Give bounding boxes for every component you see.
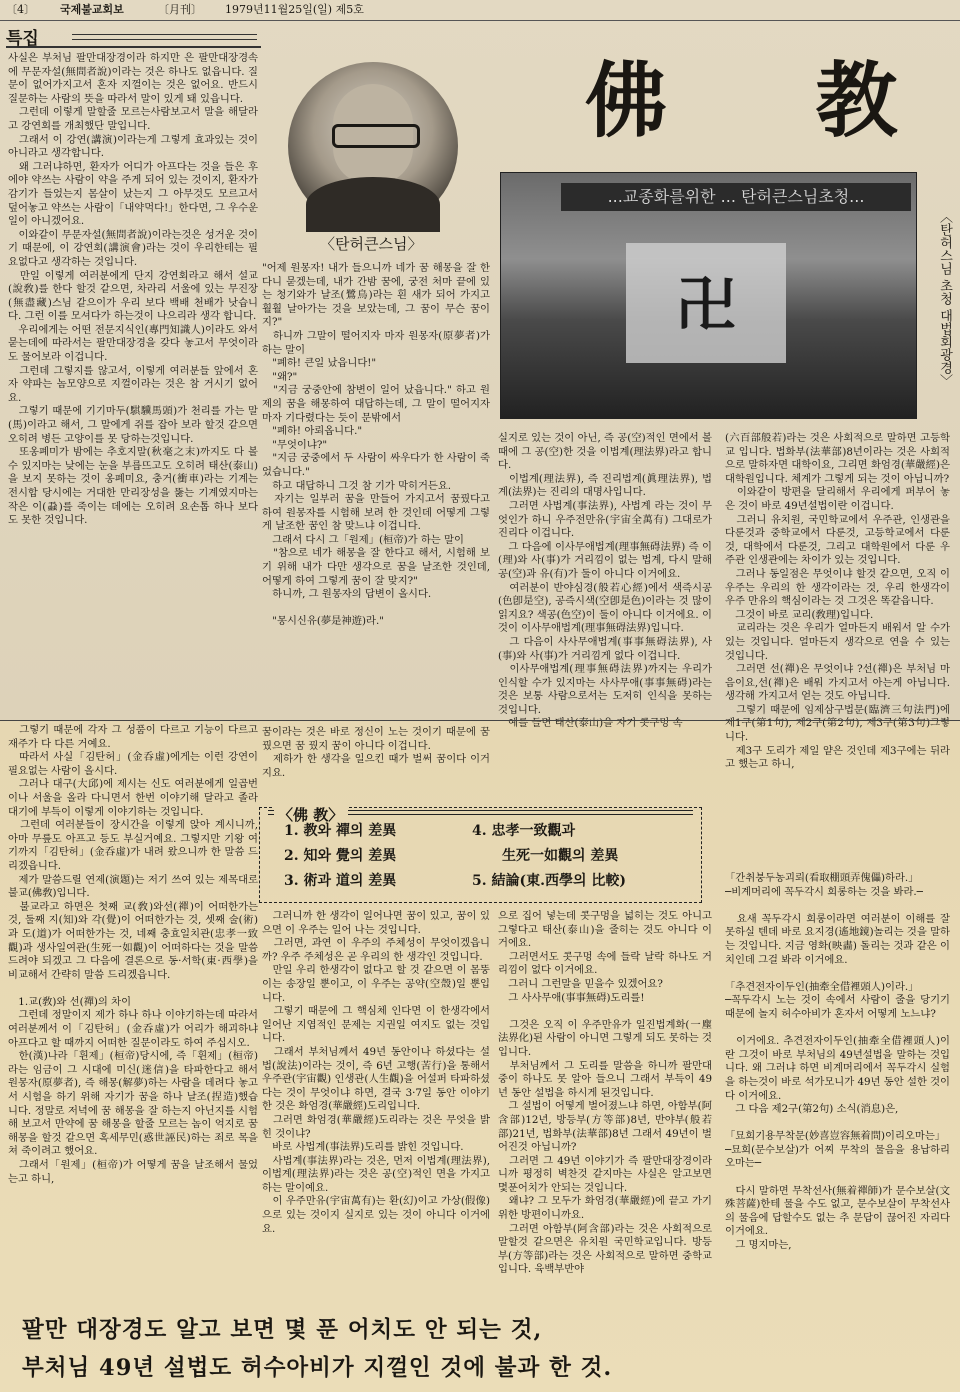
page-number: 〔4〕 <box>6 3 35 16</box>
box-rule-right <box>348 810 693 815</box>
table-of-contents-box <box>259 807 702 903</box>
toc-item: 3. 術과 道의 差異 <box>284 873 397 889</box>
article-title: 佛 教 <box>585 53 958 149</box>
photo-banner-text: ...교종화를위한 ... 탄허큰스님초청... <box>561 183 911 211</box>
section-label-text: 특집 <box>6 29 39 49</box>
toc-item: 4. 忠孝一致觀과 <box>472 823 576 839</box>
column-2-bottom: 꿈이라는 것은 바로 정신이 노는 것이기 때문에 꿈 꿨으면 꿈 꿨지 꿈이 아니다 이겁니다. 제하가 한 생각을 일으킨 때가 벌써 꿈이다 이거지요. <box>262 726 490 779</box>
column-4-bottom: 「간취붕두농괴뢰(看取棚頭弄傀儡)하라.」 ─비계머리에 꼭두각시 희롱하는 것을 봐라.─ 요새 꼭두각시 희롱이라면 여러분이 이해를 잘 못하실 텐데 바로 요지경(遙地鏡)놀리는 것을 말하는 것입니다. 지금 영화(映畵) 돌리는 것과 같은 이치인데 그걸 봐라 이거에요. 「추견전자이두인(抽牽全借裡頭人)이라.」 ─꼭두각시 노는 것이 속에서 사람이 줄을 당기기 때문에 놀지 허수아비가 혼자서 어떻게 노느냐? 이거에요. 추견전자이두인(抽牽全借裡頭人)이란 그것이 바로 부처님의 49년설법을 말하는 것입니다. 왜 그러냐 하면 비계머리에서 꼭두각시 실험을 하는것이 바로 석가모니가 49년 동안 설한 것이다 이거에요. 그 다음 제2구(第2句) 소식(消息)은, 「묘희기용무착문(妙喜豈容無着問)이리오마는」 ─묘희(문수보살)가 어찌 무착의 물음을 용납하리오마는─ 다시 말하면 무착선사(無着禪師)가 문수보살(文殊菩薩)한테 물을 수도 없고, 문수보살이 무착선사의 물음에 답할수도 없는 추 문답이 끊어진 자리다 이거에요. 그 명지마는, <box>725 872 950 1252</box>
headline-line-2: 부처님 49년 설법도 허수아비가 지껄인 것에 불과 한 것. <box>22 1355 613 1381</box>
column-3-lower: 으로 집어 넣는데 콧구멍을 넓히는 것도 아니고 그렇다고 태산(泰山)을 줄히는 것도 아니다 이거에요. 그러면서도 콧구멍 속에 들락 날락 하나도 거리낌이 없다 이거에요. 그러니 그런말을 믿을수 있겠어요? 그 사사무애(事事無碍)도리를! 그것은 오직 이 우주만유가 일진법계화(一塵法界化)된 사람이 아니면 그렇게 되도 못하는 것입니다. 부처님께서 그 도리를 말씀을 하니까 팔만대중이 하나도 못 알아 들으니 그래서 부득이 49년 동안 설법을 하시게 된것입니다. 그 설법이 어떻게 벌어졌느냐 하면, 아함부(阿含部)12년, 방등부(方等部)8년, 반야부(般若部)21년, 법화부(法華部)8년 그래서 49년이 벌어진것 아닙니까? 그러면 그 49년 이야기가 즉 팔만대장경이라니까 평정히 벽찬것 같지마는 사실은 알고보면 몇푼어치가 안되는 것입니다. 왜냐? 그 모두가 화엄경(華嚴經)에 끝고 가기위한 방편이니까요. 그러면 아함부(阿含部)라는 것은 사회적으로 말할것 같으면은 유치원 국민학교입니다. 방등부(方等部)라는 것은 사회적으로 말하면 중학교입니다. 육백부반야 <box>498 910 712 1276</box>
section-label <box>6 24 261 48</box>
column-3-top: 실지로 있는 것이 아닌, 즉 공(空)적인 면에서 볼때에 그 공(空)한 것을 이법계(理法界)라고 합니다. 이법계(理法界), 즉 진리법계(眞理法界), 법계(法界)는 진리의 대명사입니다. 그러면 사법계(事法界), 사법계 라는 것이 무엇인가 하니 우주전만유(宇宙全萬有) 그대로가 진리다 이겁니다. 그 다음에 이사무애법계(理事無碍法界) 즉 이(理)와 사(事)가 거리낌이 없는 법계, 다시 말해 공(空)과 유(有)가 둘이 아니다 이거에요. 여러분이 반야심경(般若心經)에서 색즉시공(色卽是空), 공즉시색(空卽是色)이라는 것 많이 읽지요? 색공(色空)이 둘이 아니다 이거에요. 이것이 이사무애법계(理事無碍法界)입니다. 그 다음이 사사무애법계(事事無碍法界), 사(事)와 사(事)가 거리낌게 없다 이겁니다. 이사무애법계(理事無碍法界)까지는 우리가 인식할 수가 있지마는 사사무애(事事無碍)라는 것은 보통 사람으로서는 도저히 인식을 못하는 것입니다. 예를 들면 태산(泰山)을 자기 콧구멍 속 <box>498 432 712 730</box>
fold-line <box>0 720 960 721</box>
column-2-top: "어제 원몽자! 내가 들으니까 네가 꿈 해몽을 잘 한다니 묻겠는데, 내가 간밤 꿈에, 궁전 처마 끝에 있는 청기와가 날조(鷺鳥)라는 흰 새가 되어 가지고 훨훨 날아가는 것을 보았는데, 그 꿈이 무슨 꿈이지?" 하니까 그말이 떨어지자 마자 원몽자(原夢者)가 하는 말이 "폐하! 큰일 났읍니다!" "왜?" "지금 궁중안에 참변이 일어 났읍니다." 하고 원제의 꿈을 해몽하여 대답하는데, 그 말이 떨어지자 마자 기다렸다는 듯이 문밖에서 "폐하! 아뢰옵니다." "무엇이냐?" "지금 궁중에서 두 사람이 싸우다가 한 사람이 죽었습니다." 하고 대답하니 그것 참 기가 막히거든요. 자기는 일부러 꿈을 만들어 가지고서 꿈꿨다고 하여 원몽자를 시험해 보려 한 것인데 어떻게 그렇게 날조한 꿈인 참 맞느냐 이겁니다. 그래서 다시 그「원제」(桓帝)가 하는 말이 "참으로 네가 해몽을 잘 한다고 해서, 시험해 보기 위해 내가 다만 생각으로 꿈을 날조한 것인데, 어떻게 하여 그렇게 꿈이 잘 맞지?" 하니까, 그 원몽자의 답변이 올시다. "몽시신유(夢是神遊)라." <box>262 262 490 628</box>
column-1-top: 사실은 부처님 팔만대장경이라 하지만 은 팔만대장경속에 무문자설(無問者說)이라는 것은 하나도 없읍니다. 질문이 없어가지고서 혼자 지껄이는 것은 없어요. 반드시 질문하는 사람의 뜻을 따라서 말이 있게 돼 있읍니다. 그런데 이렇게 말할줄 모르는사람보고서 말을 해달라고 강연회를 개최했단 말입니다. 그래서 이 강연(講演)이라는게 그렇게 효과있는 것이 아니라고 생각합니다. 왜 그러냐하면, 환자가 어디가 아프다는 것을 들은 후에야 약쓰는 사람이 약을 주게 되어 있는 것이지, 환자가 감기가 들었는지 몸살이 났는지 그 아무것도 모르고서 덮어놓고 약쓰는 사람이「내약먹다!」한다면, 그 우수운 일이 아니겠어요. 이와같이 무문자설(無問者說)이라는것은 성거운 것이기 때문에, 이 강연회(講演會)라는 것이 우리한테는 필요없다고 생각하는 것입니다. 만일 이렇게 여러분에게 단지 강연회라고 해서 설교(說敎)를 한다 할것 같으면, 차라리 서울에 있는 무진장(無盡藏)스님 같으이가 우리 보다 백배 천배가 낫습니다. 그런 이를 모셔다가 하는것이 나으리라 생각 합니다. 우리에게는 어떤 전문지식인(專門知識人)이라도 와서 묻는데에 따라서는 팔만대장경을 갖다 놓고서 무엇이라도 물어보라 이겁니다. 그런데 그렇지를 않고서, 이렇게 여러분들 앞에서 혼자 약파는 놈모양으로 지껄이라는 것은 참 거시기 없어요. 그렇기 때문에 기기마두(騏驥馬頭)가 천리를 가는 말(馬)이라고 해서, 그 말에게 쥐를 잡아 보라 할것 같으면 오히려 병든 고양이를 못 당하는것입니다. 또옹폐미가 밤에는 추호지말(秋毫之末)까지도 다 볼수 있지마는 낮에는 눈을 부릅뜨고도 오히려 태산(泰山)을 보지 못하는 것이 옹폐미요, 충거(衝車)라는 기계는 전시합 당시에는 거대한 만리장성을 뚫는 기계였지마는 작은 이(蝨)를 죽이는 데에는 오히려 요손톱 하나 보다도 못한 것입니다. <box>8 52 258 527</box>
issue-type: 〔月刊〕 <box>158 3 202 16</box>
column-2-lower: 그러니까 한 생각이 일어나면 꿈이 있고, 꿈이 있으면 이 우주는 일어 나는 것입니다. 그러면, 과연 이 우주의 주체성이 무엇이겠읍니까? 우주 주체성은 곧 우리의 한 생각인 것입니다. 만일 우리 한생각이 없다고 할 것 같으면 이 몸뚱이는 송장일 뿐이고, 이 우주는 공약(空殼)일 뿐입니다. 그렇기 때문에 그 핵심체 인다면 이 한생각에서 일어난 지엽적인 문제는 지권일 여지도 없는 것입니다. 그래서 부처님께서 49년 동안이나 하셨다는 설법(說法)이라는 것이, 즉 6년 고행(苦行)을 통해서 우주관(宇宙觀) 인생관(人生觀)을 어설퍼 타파하셨다는 것이 무엇이냐 하면, 결국 3·7일 동안 이야기한 것은 화엄경(華嚴經)도리입니다. 그러면 화엄경(華嚴經)도리라는 것은 무엇을 밝힌 것이냐? 바로 사법계(事法界)도리를 밝힌 것입니다. 사법계(事法界)라는 것은, 먼저 이법계(理法界), 이법계(理法界)라는 것은 공(空)적인 면을 가지고 하는 말이예요. 이 우주만유(宇宙萬有)는 환(幻)이고 가상(假像)으로 있는 것이지 실지로 있는 것이 아니다 이거에요. <box>262 910 490 1235</box>
toc-item: 1. 教와 禪의 差異 <box>284 823 397 839</box>
portrait-glasses <box>332 124 420 148</box>
toc-heading: 〈佛 教〉 <box>274 804 347 825</box>
portrait-photo <box>288 62 458 230</box>
toc-item: 生死一如觀의 差異 <box>502 848 619 864</box>
headline-line-1: 팔만 대장경도 알고 보면 몇 푼 어치도 안 되는 것, <box>22 1317 543 1343</box>
photo-caption: 〈탄허스님 초청 대법회광경〉 <box>937 210 952 388</box>
issue-date: 1979년11월25일(일) 제5호 <box>225 3 364 16</box>
portrait-robe <box>306 177 440 232</box>
page-header <box>0 0 960 21</box>
portrait-caption: 〈탄허큰스님〉 <box>320 235 423 253</box>
column-4-top: (六百部般若)라는 것은 사회적으로 말하면 고등학교 입니다. 법화부(法華部)8년이라는 것은 사회적으로 말하자면 대학이요, 그리면 화엄경(華嚴經)은 대학원입니다. 체계가 그렇게 되는 것이 아닙니까? 이와같이 방편을 달리해서 우리에게 퍼부어 놓은 것이 바로 49년설법이란 이겁니다. 그러니 유치원, 국민학교에서 우주관, 인생관을 다룬것과 중학교에서 다룬것, 고등학교에서 다룬것, 대학에서 다룬것, 그리고 대학원에서 다룬 우주관 인생관에는 차이가 있는 것입니다. 그러나 동일점은 무엇이냐 할것 같으면, 오직 이 우주는 우리의 한 생각이라는 것, 우리 한생각이 우주 만유의 핵심이라는 것 그것은 똑같읍니다. 그것이 바로 교리(敎理)입니다. 교리라는 것은 우리가 얼마든지 배워서 알 수가 있는 것입니다. 얼마든지 생각으로 연을 수 있는 것입니다. 그러면 선(禪)은 무엇이냐 ?선(禪)은 부처님 마음이요,선(禪)은 배워 가지고서 아는게 아닙니다. 생각해 가지고서 얻는 것도 아닙니다. 그렇기 때문에 임제삼구법문(臨濟三句法門)에 제1구(第1句), 제2구(第2句), 제3구(第3句)그렇니다. 제3구 도리가 제일 얕은 것인데 제3구에는 뒤라고 했는고 하니, <box>725 432 950 771</box>
newspaper-name: 국제불교회보 <box>60 3 124 16</box>
manja-symbol-icon: 卍 <box>676 271 736 341</box>
lecture-photo <box>500 172 917 419</box>
toc-item: 5. 結論(東.西學의 比較) <box>472 873 627 889</box>
section-rule <box>72 34 257 40</box>
toc-item: 2. 知와 覺의 差異 <box>284 848 397 864</box>
column-1-bottom: 그렇기 때문에 각자 그 성품이 다르고 기능이 다르고 재주가 다 다른 거예요. 따라서 사실「김탄허」(金呑虛)에게는 이런 강연이 필요없는 사람이 올시다. 그러나 대구(大邱)에 제시는 신도 여러분에게 일곱번이나 서울을 올라 다니면서 한번 이야기해 달라고 졸라 대기에 부득이 이렇게 이야기하는 것입니다. 그런데 여러분들이 장시간을 이렇게 앉아 계시니까, 아마 무릎도 아프고 등도 부실거예요. 그렇지만 기왕 여기까지「김탄허」(金呑虛)가 내려 왔으니까 한 말씀 드리겠읍니다. 제가 말씀드릴 연제(演題)는 저기 쓰여 있는 제목대로 불교(佛敎)입니다. 불교라고 하면은 첫째 교(敎)와선(禪)이 어떠한가는 것, 둘째 지(知)와 각(覺)이 어떠한가는 것, 셋째 술(術)과 도(道)가 어떠한가는 것, 네째 충효일치관(忠孝一致觀)과 생사일여관(生死一如觀)이 어떠하다는 것을 말씀 드려야 되겠고 그 다음에 결론으로 동·서학(東·西學)을 비교해서 간략히 말씀 드리겠읍니다. 1.교(敎)와 선(禪)의 차이 그런데 정말이지 제가 하나 하나 이야기하는데 따라서 여러분께서 이「김탄허」(金呑虛)가 어리가 해괴하냐 아프다고 할 때까지 어떠한 질문이라도 하여 주십시오. 한(漢)나라「휜제」(桓帝)당시에, 즉「휜제」(桓帝)라는 임금이 그 시대에 미신(迷信)을 타파한다고 해서 원몽자(原夢者), 즉 해몽(解夢)하는 사람을 데려다 놓고서 시험을 하기 위해 자기가 꿈을 하나 날조(捏造)했습니다. 정말로 저녁에 꿈 해몽을 잘 하는지 아닌지를 시험해 보고서 만약에 꿈 해몽을 할줄 모르는 놈이 억지로 꿈 해몽을 할것 같으면 혹세무민(惑世誣民)하는 죄로 목을 쳐 죽이려고 했어요. 그래서「원제」(桓帝)가 어떻게 꿈을 날조해서 물었는고 하니, <box>8 724 258 1185</box>
